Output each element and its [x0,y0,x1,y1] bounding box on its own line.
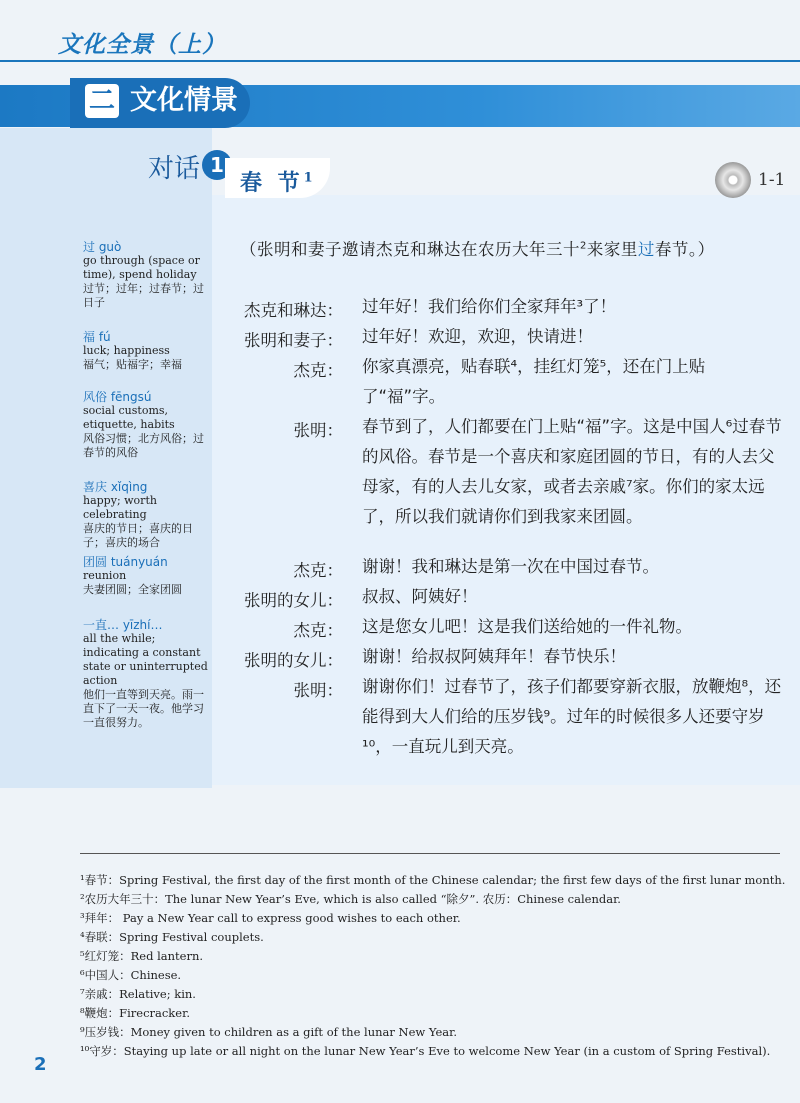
dialog-line: 春节到了，人们都要在门上贴“福”字。这是中国人⁶过春节的风俗。春节是一个喜庆和家庭团圆的节日，有的人去父母家，有的人去儿女家，或者去亲戚⁷家。你们的家太远了，所以我们就请你们到我家来团圆。 [362,417,782,526]
speaker-label: 张明： [293,421,343,440]
dialog-line: 叔叔、阿姨好！ [362,587,478,606]
audio-cd-icon[interactable] [715,162,751,198]
header-rule [0,60,800,62]
speaker-label: 杰克和琳达： [244,301,343,320]
glossary-item [83,330,213,372]
footnote: ⁹压岁钱：Money given to children as a gift of the lunar New Year. [80,1025,458,1039]
dialog-intro: （张明和妻子邀请杰克和琳达在农历大年三十$^2$来家里过春节。） [240,240,715,259]
dialog-line: 谢谢！给叔叔阿姨拜年！春节快乐！ [362,647,626,666]
footnote: ³拜年： Pay a New Year call to express good wishes to each other. [80,911,461,925]
glossary-examples: 夫妻团圆；全家团圆 [83,583,182,596]
glossary-definition: social customs, etiquette, habits [83,404,175,431]
glossary-headword: 喜庆 xǐqìng [83,480,148,494]
footnote: ¹⁰守岁：Staying up late or all night on the lunar New Year’s Eve to welcome New Year (in a custom of Spring Festival). [80,1044,771,1058]
speaker-label: 杰克： [293,561,343,580]
dialog-line: 这是您女儿吧！这是我们送给她的一件礼物。 [362,617,692,636]
footnote: ⁴春联：Spring Festival couplets. [80,930,264,944]
glossary-definition: all the while; indicating a constant state or uninterrupted action [83,632,208,687]
glossary-headword: 一直… yīzhí… [83,618,163,632]
glossary-headword: 过 guò [83,240,122,254]
glossary-definition: go through (space or time), spend holiday [83,254,200,281]
speaker-label: 张明： [293,681,343,700]
footnote-rule [80,853,780,854]
footnote: ²农历大年三十：The lunar New Year’s Eve, which is also called “除夕”. 农历：Chinese calendar. [80,892,621,906]
glossary-examples: 过节；过年；过春节；过日子 [83,282,204,309]
dialog-line: 谢谢你们！过春节了，孩子们都要穿新衣服，放鞭炮⁸，还能得到大人们给的压岁钱⁹。过年的时候很多人还要守岁¹⁰，一直玩儿到天亮。 [362,677,782,756]
glossary-item [83,240,213,310]
speaker-label: 张明的女儿： [244,591,343,610]
book-title: 文化全景（上） [58,32,226,58]
speaker-label: 杰克： [293,621,343,640]
glossary-item [83,618,213,730]
speaker-label: 杰克： [293,361,343,380]
footnote: ⁸鞭炮：Firecracker. [80,1006,190,1020]
glossary-item [83,390,213,460]
speaker-label: 张明的女儿： [244,651,343,670]
section-number: 二 [85,84,119,118]
glossary-headword: 福 fú [83,330,111,344]
glossary-examples: 喜庆的节日；喜庆的日子；喜庆的场合 [83,522,193,549]
glossary-examples: 他们一直等到天亮。雨一直下了一天一夜。他学习一直很努力。 [83,688,204,729]
dialog-label: 对话 [148,154,201,184]
glossary-headword: 团圆 tuányuán [83,555,168,569]
glossary-definition: happy; worth celebrating [83,494,157,521]
dialog-line: 过年好！我们给你们全家拜年³了！ [362,297,617,316]
page-number: 2 [34,1054,47,1075]
dialog-line: 你家真漂亮，贴春联⁴，挂红灯笼⁵，还在门上贴了“福”字。 [362,357,706,406]
glossary-examples: 风俗习惯；北方风俗；过春节的风俗 [83,432,204,459]
dialog-title: 春 节$^1$ [240,170,313,196]
glossary-headword: 风俗 fēngsú [83,390,152,404]
audio-track-number: 1-1 [758,170,786,190]
footnote: ⁵红灯笼：Red lantern. [80,949,204,963]
glossary-examples: 福气；贴福字；幸福 [83,358,182,371]
glossary-definition: reunion [83,569,127,582]
dialog-line: 谢谢！我和琳达是第一次在中国过春节。 [362,557,659,576]
dialog-number: 1 [202,150,232,180]
dialog-line: 过年好！欢迎，欢迎，快请进！ [362,327,593,346]
speaker-label: 张明和妻子： [244,331,343,350]
glossary-definition: luck; happiness [83,344,170,357]
section-title: 文化情景 [130,85,238,116]
footnote: ⁷亲戚：Relative; kin. [80,987,196,1001]
glossary-item [83,555,213,597]
footnote: ⁶中国人：Chinese. [80,968,182,982]
glossary-item [83,480,213,550]
footnote: ¹春节：Spring Festival, the first day of the first month of the Chinese calendar; the first few days of the first lunar month. [80,873,786,887]
